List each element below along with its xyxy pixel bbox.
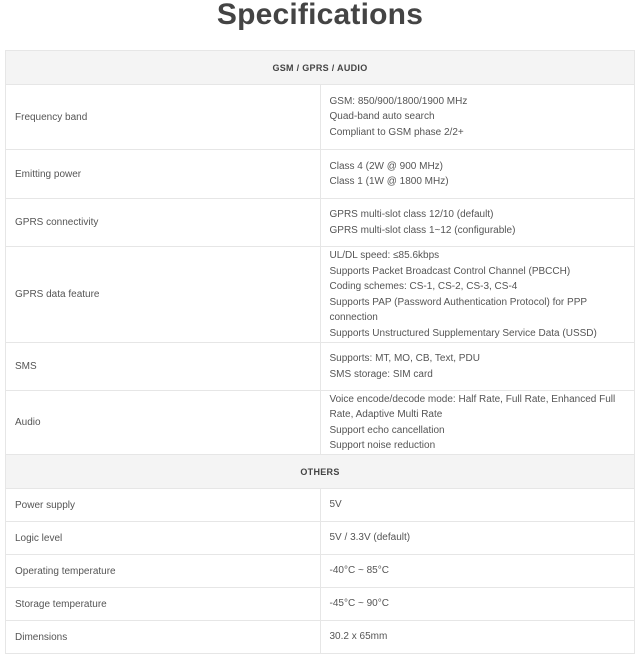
section-heading: OTHERS: [6, 455, 635, 489]
value-line: SMS storage: SIM card: [329, 368, 433, 380]
value-line: Supports PAP (Password Authentication Protocol) for PPP connection: [329, 296, 587, 323]
row-value: [320, 522, 635, 555]
row-value: [320, 199, 635, 247]
row-label: Audio: [6, 391, 321, 455]
value-line: 30.2 x 65mm: [329, 631, 388, 643]
row-label: GPRS data feature: [6, 247, 321, 343]
row-value: [320, 391, 635, 455]
row-label: GPRS connectivity: [6, 199, 321, 247]
specifications-table: [5, 50, 635, 654]
value-line: Supports: MT, MO, CB, Text, PDU: [329, 353, 480, 364]
value-line: UL/DL speed: ≤85.6kbps: [329, 250, 440, 261]
row-label: Logic level: [6, 522, 321, 555]
row-label: Storage temperature: [6, 588, 321, 621]
value-line: Class 1 (1W @ 1800 MHz): [329, 176, 449, 187]
section-header-others: [6, 455, 635, 489]
value-line: GPRS multi-slot class 12/10 (default): [329, 209, 494, 220]
row-value: [320, 555, 635, 588]
row-value: [320, 489, 635, 522]
value-line: 5V: [329, 499, 342, 511]
section-header-gsm-gprs-audio: [6, 51, 635, 85]
value-line: Compliant to GSM phase 2/2+: [329, 126, 464, 138]
row-label: Frequency band: [6, 85, 321, 150]
table-row: [6, 199, 635, 247]
table-row: [6, 522, 635, 555]
row-value: [320, 588, 635, 621]
table-row: [6, 85, 635, 150]
row-value: [320, 247, 635, 343]
value-line: -45°C ~ 90°C: [329, 598, 389, 610]
row-value: [320, 150, 635, 199]
value-line: Coding schemes: CS-1, CS-2, CS-3, CS-4: [329, 281, 518, 292]
table-row: [6, 621, 635, 654]
specifications-table-container: [5, 50, 635, 654]
value-line: Supports Unstructured Supplementary Service Data (USSD): [329, 327, 597, 339]
row-label: Power supply: [6, 489, 321, 522]
row-label: SMS: [6, 343, 321, 391]
section-heading: GSM / GPRS / AUDIO: [6, 51, 635, 85]
table-row: [6, 247, 635, 343]
value-line: Support echo cancellation: [329, 424, 445, 436]
table-row: [6, 343, 635, 391]
table-row: [6, 489, 635, 522]
page-title: Specifications: [216, 0, 424, 31]
value-line: Voice encode/decode mode: Half Rate, Full Rate, Enhanced Full Rate, Adaptive Multi Rate: [329, 393, 616, 420]
value-line: Class 4 (2W @ 900 MHz): [329, 160, 444, 172]
row-value: [320, 343, 635, 391]
value-line: Supports Packet Broadcast Control Channel (PBCCH): [329, 265, 571, 277]
table-row: [6, 555, 635, 588]
row-label: Emitting power: [6, 150, 321, 199]
table-row: [6, 150, 635, 199]
value-line: Quad-band auto search: [329, 111, 435, 123]
row-value: [320, 85, 635, 150]
row-label: Dimensions: [6, 621, 321, 654]
value-line: -40°C ~ 85°C: [329, 565, 389, 577]
row-label: Operating temperature: [6, 555, 321, 588]
table-row: [6, 588, 635, 621]
table-row: [6, 391, 635, 455]
value-line: 5V / 3.3V (default): [329, 532, 411, 544]
row-value: [320, 621, 635, 654]
value-line: Support noise reduction: [329, 440, 436, 451]
value-line: GPRS multi-slot class 1~12 (configurable): [329, 224, 516, 236]
value-line: GSM: 850/900/1800/1900 MHz: [329, 95, 468, 107]
